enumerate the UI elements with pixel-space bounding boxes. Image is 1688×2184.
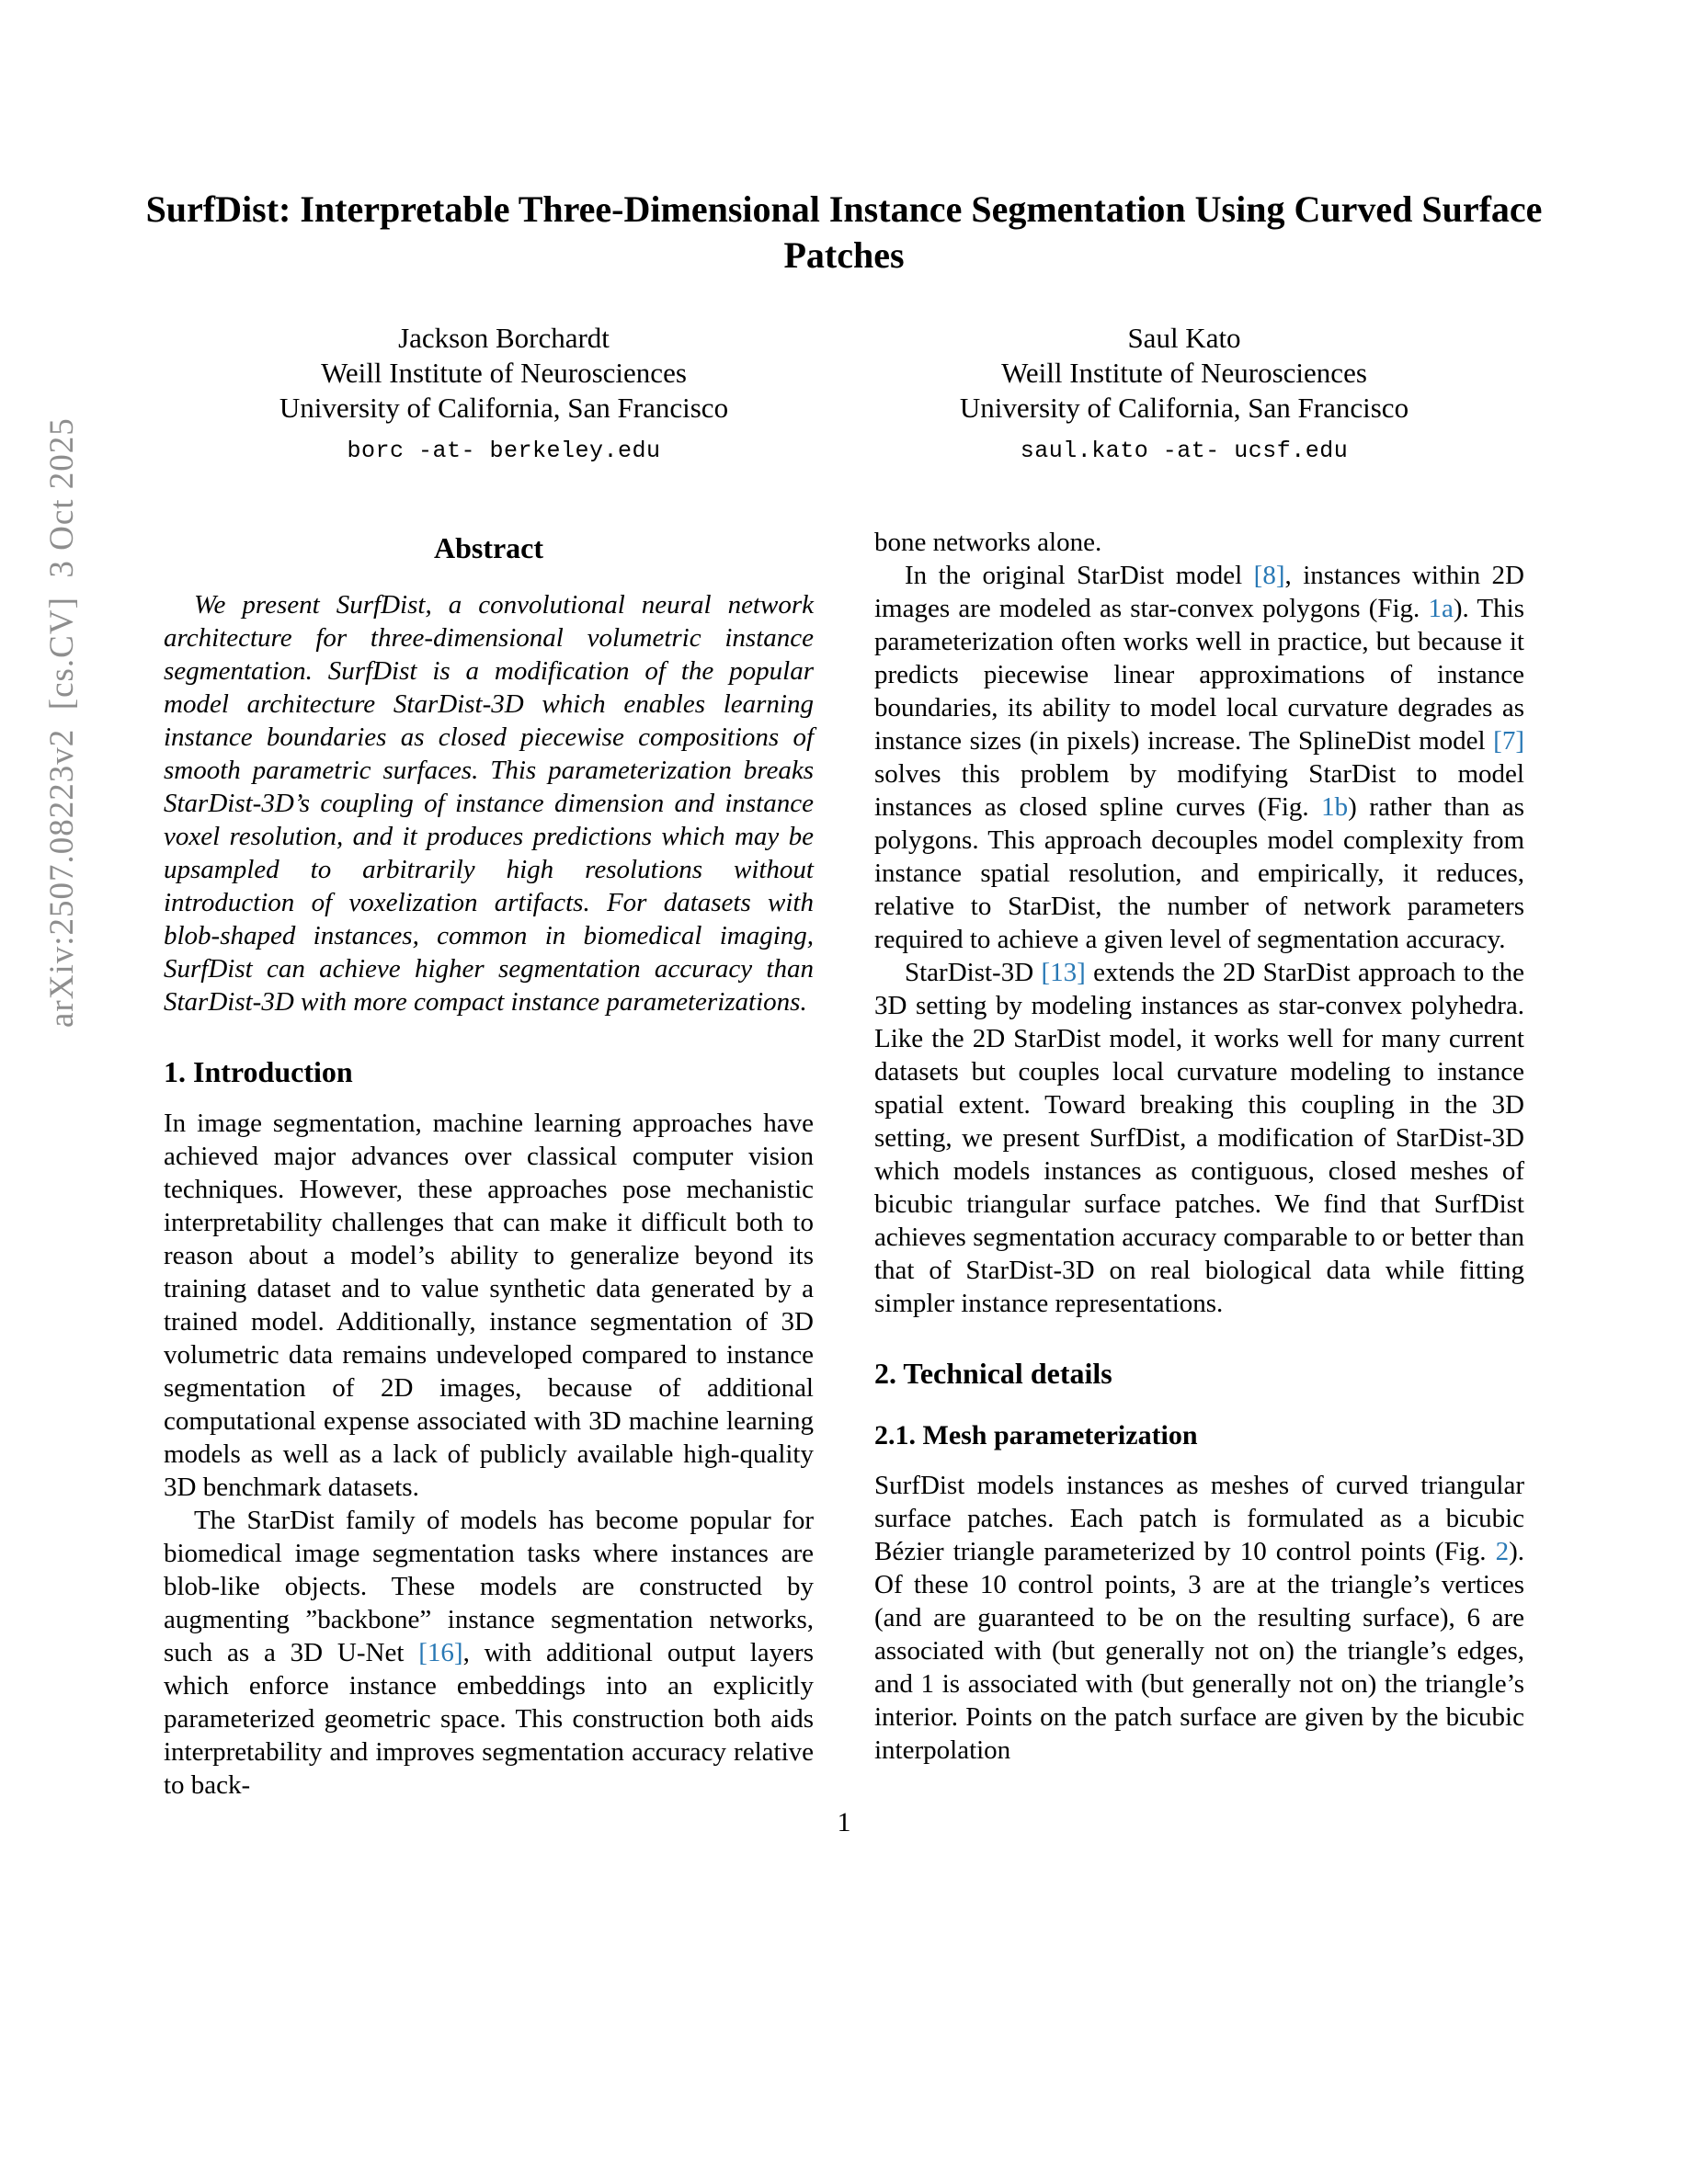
citation-link[interactable]: [7] <box>1493 726 1524 756</box>
citation-link[interactable]: [16] <box>418 1638 463 1667</box>
two-column-body <box>164 526 1524 1802</box>
author-affiliation: University of California, San Francisco <box>279 392 729 424</box>
author-affiliation: Weill Institute of Neurosciences <box>321 357 687 389</box>
paragraph <box>164 1107 814 1504</box>
paragraph <box>874 1469 1524 1767</box>
text-run: The StarDist family of models has become popular for biomedical image segmentation tasks where instances are blob-like objects. These models are constructed by augmenting ”backbone” instance segmentation networks, such as a 3D U-Net <box>164 1506 814 1667</box>
text-run: ). This parameterization often works well in practice, but because it predicts piecewise linear approximations of instance boundaries, its ability to model local curvature degrades as instance sizes (in pixels) increase. The SplineDist model <box>874 594 1524 756</box>
paragraph <box>874 526 1524 559</box>
author-email: saul.kato -at- ucsf.edu <box>1020 438 1349 464</box>
text-run: solves this problem by modifying StarDist to model instances as closed spline curves (Fig. <box>874 759 1524 822</box>
author-affiliation: University of California, San Francisco <box>959 392 1409 424</box>
arxiv-watermark: arXiv:2507.08223v2 [cs.CV] 3 Oct 2025 <box>43 417 81 1028</box>
author-affiliation: Weill Institute of Neurosciences <box>1001 357 1367 389</box>
author-email: borc -at- berkeley.edu <box>347 438 661 464</box>
subsection-heading: 2.1. Mesh parameterization <box>874 1420 1198 1450</box>
paper-page <box>145 0 1543 1802</box>
section-heading: 2. Technical details <box>874 1357 1112 1390</box>
text-run: We present SurfDist, a convolutional neural network architecture for three-dimensional volumetric instance segmentation. SurfDist is a modification of the popular model architecture StarDist-3D which enables learning instance boundaries as closed piecewise compositions of smooth parametric surfaces. This parameterization breaks StarDist-3D’s coupling of instance dimension and instance voxel resolution, and it produces predictions which may be upsampled to arbitrarily high resolutions without introduction of voxelization artifacts. For datasets with blob-shaped instances, common in biomedical imaging, SurfDist can achieve higher segmentation accuracy than StarDist-3D with more compact instance parameterizations. <box>164 590 814 1017</box>
left-column <box>164 526 814 1802</box>
section-heading: 1. Introduction <box>164 1055 353 1088</box>
text-run: , with additional output layers which enforce instance embeddings into an explicitly parameterized geometric space. This construction both aids interpretability and improves segmentation accuracy relative to back- <box>164 1638 814 1800</box>
text-run: extends the 2D StarDist approach to the 3D setting by modeling instances as star-convex polyhedra. Like the 2D StarDist model, it works well for many current datasets but couples local curvature modeling to instance spatial extent. Toward breaking this coupling in the 3D setting, we present SurfDist, a modification of StarDist-3D which models instances as contiguous, closed meshes of bicubic triangular surface patches. We find that SurfDist achieves segmentation accuracy comparable to or better than that of StarDist-3D on real biological data while fitting simpler instance representations. <box>874 958 1524 1318</box>
text-run: StarDist-3D <box>905 958 1042 987</box>
text-run: , instances within 2D images are modeled as star-convex polygons (Fig. <box>874 561 1524 623</box>
text-run: SurfDist models instances as meshes of curved triangular surface patches. Each patch is formulated as a bicubic Bézier triangle parameterized by 10 control points (Fig. <box>874 1471 1524 1566</box>
citation-link[interactable]: 2 <box>1495 1537 1510 1566</box>
paragraph <box>874 559 1524 956</box>
citation-link[interactable]: [13] <box>1041 958 1086 987</box>
paragraph <box>164 588 814 1018</box>
right-column <box>874 526 1524 1802</box>
page-number: 1 <box>837 1807 851 1837</box>
citation-link[interactable]: [8] <box>1253 561 1285 590</box>
citation-link[interactable]: 1a <box>1428 594 1454 623</box>
text-run: bone networks alone. <box>874 528 1102 557</box>
abstract-heading: Abstract <box>433 531 544 564</box>
author-name: Saul Kato <box>1127 322 1241 354</box>
author-2 <box>844 321 1524 469</box>
citation-link[interactable]: 1b <box>1321 792 1349 822</box>
author-1 <box>164 321 844 469</box>
paragraph <box>874 956 1524 1320</box>
paper-title: SurfDist: Interpretable Three-Dimensional Instance Segmentation Using Curved Surface Patches <box>145 188 1543 276</box>
text-run: In the original StarDist model <box>905 561 1254 590</box>
text-run: ). Of these 10 control points, 3 are at the triangle’s vertices (and are guaranteed to be on the resulting surface), 6 are associated with (but generally not on) the triangle’s edges, and 1 is associated with (but generally not on) the triangle’s interior. Points on the patch surface are given by the bicubic interpolation <box>874 1537 1524 1765</box>
authors-block <box>164 321 1524 469</box>
text-run: In image segmentation, machine learning approaches have achieved major advances over classical computer vision techniques. However, these approaches pose mechanistic interpretability challenges that can make it difficult both to reason about a model’s ability to generalize beyond its training dataset and to value synthetic data generated by a trained model. Additionally, instance segmentation of 3D volumetric data remains undeveloped compared to instance segmentation of 2D images, because of additional computational expense associated with 3D machine learning models as well as a lack of publicly available high-quality 3D benchmark datasets. <box>164 1109 814 1502</box>
text-run: ) rather than as polygons. This approach decouples model complexity from instance spatial resolution, and empirically, it reduces, relative to StarDist, the number of network parameters required to achieve a given level of segmentation accuracy. <box>874 792 1524 954</box>
author-name: Jackson Borchardt <box>398 322 610 354</box>
paragraph <box>164 1504 814 1802</box>
